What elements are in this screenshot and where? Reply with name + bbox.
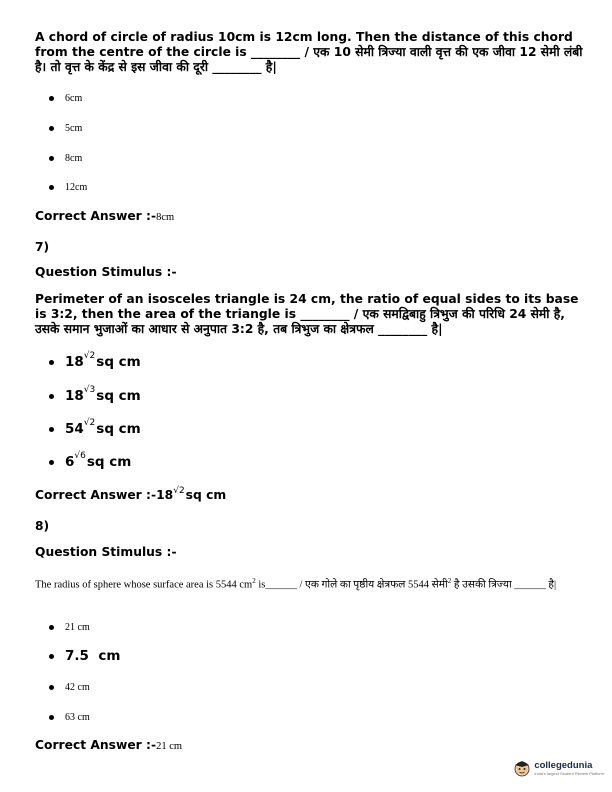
collegedunia-logo	[512, 758, 604, 778]
q6-option-2	[49, 123, 82, 134]
q6-option-3	[49, 153, 82, 164]
q8-option-3	[49, 682, 90, 693]
q7-question-text: Perimeter of an isosceles triangle is 24 cm, the ratio of equal sides to its base is 3:2, then the area of the triangle is ________ / एक समद्विबाहु त्रिभुज की परिधि 24 सेमी है, उसके समान भुजाओं का आधार से अनुपात 3:2 है, तब त्रिभुज का क्षेत्रफल ________ है|	[35, 292, 579, 336]
brand-tagline: India's largest Student Review Platform	[534, 771, 604, 776]
correct-answer-value: 8cm	[156, 212, 175, 223]
correct-answer-label: Correct Answer :-	[35, 209, 157, 223]
q7-option-1	[49, 351, 141, 370]
q7-option-3	[49, 418, 141, 437]
bullet-icon	[49, 185, 54, 190]
q8-correct-answer	[35, 738, 182, 752]
bullet-icon	[49, 156, 54, 161]
bullet-icon	[49, 625, 54, 630]
bullet-icon	[49, 427, 54, 432]
correct-answer-value: 21 cm	[156, 741, 183, 752]
sqrt-icon: √2	[83, 418, 96, 428]
q8-option-1	[49, 622, 90, 633]
option-coef: 18	[65, 388, 84, 404]
option-text: 21 cm	[65, 622, 90, 633]
q8-question-text: The radius of sphere whose surface area is 5544 $cm^2$ is______ / एक गोले का पृष्ठीय क्षेत्रफल 5544 सेमी$^2$ है उसकी त्रिज्या ______ है|	[35, 577, 557, 591]
q6-question-text: A chord of circle of radius 10cm is 12cm long. Then the distance of this chord from the centre of the circle is ________ / एक 10 सेमी त्रिज्या वाली वृत्त की एक जीवा 12 सेमी लंबी है। तो वृत्त के केंद्र से इस जीवा की दूरी ________ है|	[35, 30, 583, 74]
brand-name: collegedunia	[534, 760, 593, 771]
bullet-icon	[49, 460, 54, 465]
option-unit: sq cm	[96, 354, 141, 370]
q7-option-4	[49, 451, 132, 470]
option-text: 8cm	[65, 153, 83, 164]
q6-option-4	[49, 182, 87, 193]
correct-answer-label: Correct Answer :-	[35, 488, 157, 502]
option-text: 6cm	[65, 93, 83, 104]
q7-option-2	[49, 385, 141, 404]
q6-option-1	[49, 93, 82, 104]
option-text: 5cm	[65, 123, 83, 134]
sqrt-icon: √3	[83, 385, 96, 395]
option-unit: sq cm	[96, 388, 141, 404]
q8-stimulus-label: Question Stimulus :-	[35, 545, 177, 559]
mascot-icon	[512, 758, 532, 778]
correct-answer-coef: 18	[156, 488, 174, 502]
correct-answer-unit: sq cm	[185, 488, 227, 502]
q8-number: 8)	[35, 519, 50, 533]
bullet-icon	[49, 685, 54, 690]
option-unit: sq cm	[86, 454, 132, 470]
bullet-icon	[49, 360, 54, 365]
option-text: 7.5 cm	[65, 648, 121, 664]
correct-answer-label: Correct Answer :-	[35, 738, 157, 752]
option-coef: 6	[65, 454, 75, 470]
q8-option-4	[49, 712, 90, 723]
q7-number: 7)	[35, 240, 50, 254]
sqrt-icon: √2	[173, 486, 185, 496]
bullet-icon	[49, 715, 54, 720]
q7-stimulus-label: Question Stimulus :-	[35, 265, 177, 279]
bullet-icon	[49, 126, 54, 131]
bullet-icon	[49, 654, 54, 659]
sqrt-icon: √2	[83, 351, 96, 361]
q7-correct-answer	[35, 488, 226, 502]
option-text: 63 cm	[65, 712, 90, 723]
bullet-icon	[49, 96, 54, 101]
option-text: 12cm	[65, 182, 88, 193]
option-text: 42 cm	[65, 682, 90, 693]
q8-option-2	[49, 648, 120, 664]
option-coef: 54	[65, 421, 84, 437]
bullet-icon	[49, 394, 54, 399]
option-coef: 18	[65, 354, 84, 370]
q6-correct-answer	[35, 209, 174, 223]
sqrt-icon: √6	[74, 451, 86, 461]
option-unit: sq cm	[96, 421, 141, 437]
